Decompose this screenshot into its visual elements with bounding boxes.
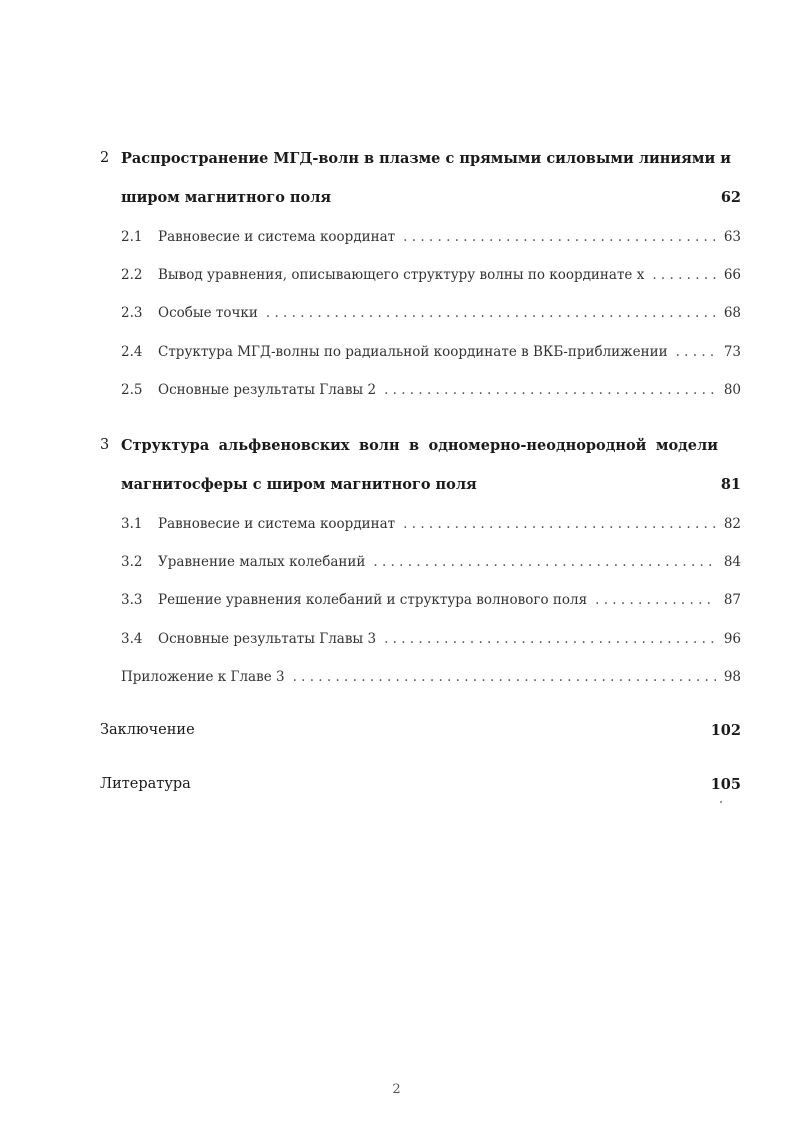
- chapter-title-line1: Структура альфвеновских волн в одномерно-неоднородной модели: [121, 437, 718, 454]
- section-title: Равновесие и система координат: [158, 229, 396, 245]
- section-number: 2.2: [121, 267, 143, 283]
- dot-leader: [403, 516, 716, 532]
- section-entry: [0, 229, 793, 253]
- appendix-title: Приложение к Главе 3: [121, 669, 285, 685]
- section-entry: [0, 382, 793, 406]
- section-title: Структура МГД-волны по радиальной координате в ВКБ-приближении: [158, 344, 668, 360]
- section-number: 2.4: [121, 344, 143, 360]
- section-title: Решение уравнения колебаний и структура волнового поля: [158, 592, 588, 608]
- section-page: 63: [723, 229, 741, 245]
- dot-leader: [373, 554, 715, 570]
- section-number: 3.2: [121, 554, 143, 570]
- dot-leader: [293, 669, 716, 685]
- dot-leader: [403, 229, 716, 245]
- dot-leader: [266, 305, 716, 321]
- chapter-page: 62: [720, 189, 741, 206]
- chapter-title-line1: Распространение МГД-волн в плазме с прямыми силовыми линиями и: [121, 150, 732, 167]
- references-entry: [0, 776, 793, 800]
- section-page: 84: [723, 554, 741, 570]
- dot-leader: [652, 267, 715, 283]
- chapter-number: 3: [100, 437, 110, 453]
- appendix-page: 98: [723, 669, 741, 685]
- section-entry: [0, 554, 793, 578]
- chapter-3-heading-cont: [0, 476, 793, 500]
- section-page: 80: [723, 382, 741, 398]
- page-number: 2: [392, 1082, 401, 1097]
- section-number: 3.4: [121, 631, 143, 647]
- section-entry: [0, 344, 793, 368]
- section-title: Основные результаты Главы 3: [158, 631, 377, 647]
- section-page: 96: [723, 631, 741, 647]
- section-title: Равновесие и система координат: [158, 516, 396, 532]
- chapter-title-line2: широм магнитного поля: [121, 189, 332, 206]
- section-number: 3.3: [121, 592, 143, 608]
- chapter-2-heading: [0, 150, 793, 174]
- section-page: 73: [723, 344, 741, 360]
- section-entry: [0, 267, 793, 291]
- section-title: Вывод уравнения, описывающего структуру волны по координате x: [158, 267, 645, 283]
- section-page: 66: [723, 267, 741, 283]
- dot-leader: [384, 631, 716, 647]
- section-number: 2.5: [121, 382, 143, 398]
- conclusion-title: Заключение: [100, 722, 195, 738]
- dot-leader: [384, 382, 716, 398]
- section-page: 68: [723, 305, 741, 321]
- section-entry: [0, 592, 793, 616]
- section-page: 82: [723, 516, 741, 532]
- section-number: 2.3: [121, 305, 143, 321]
- chapter-page: 81: [720, 476, 741, 493]
- conclusion-page: 102: [710, 722, 741, 739]
- dot-leader: [676, 344, 716, 360]
- chapter-2-heading-cont: [0, 189, 793, 213]
- references-title: Литература: [100, 776, 191, 792]
- dot-leader: [595, 592, 716, 608]
- section-number: 2.1: [121, 229, 143, 245]
- section-entry: [0, 631, 793, 655]
- chapter-number: 2: [100, 150, 110, 166]
- references-page: 105: [710, 776, 741, 793]
- section-title: Уравнение малых колебаний: [158, 554, 366, 570]
- section-title: Особые точки: [158, 305, 258, 321]
- section-title: Основные результаты Главы 2: [158, 382, 377, 398]
- section-page: 87: [723, 592, 741, 608]
- conclusion-entry: [0, 722, 793, 746]
- section-number: 3.1: [121, 516, 143, 532]
- chapter-title-line2: магнитосферы с широм магнитного поля: [121, 476, 477, 493]
- section-entry: [0, 305, 793, 329]
- scan-speck: [720, 801, 722, 803]
- chapter-3-heading: [0, 437, 793, 461]
- section-entry: [0, 516, 793, 540]
- appendix-entry: [0, 669, 793, 693]
